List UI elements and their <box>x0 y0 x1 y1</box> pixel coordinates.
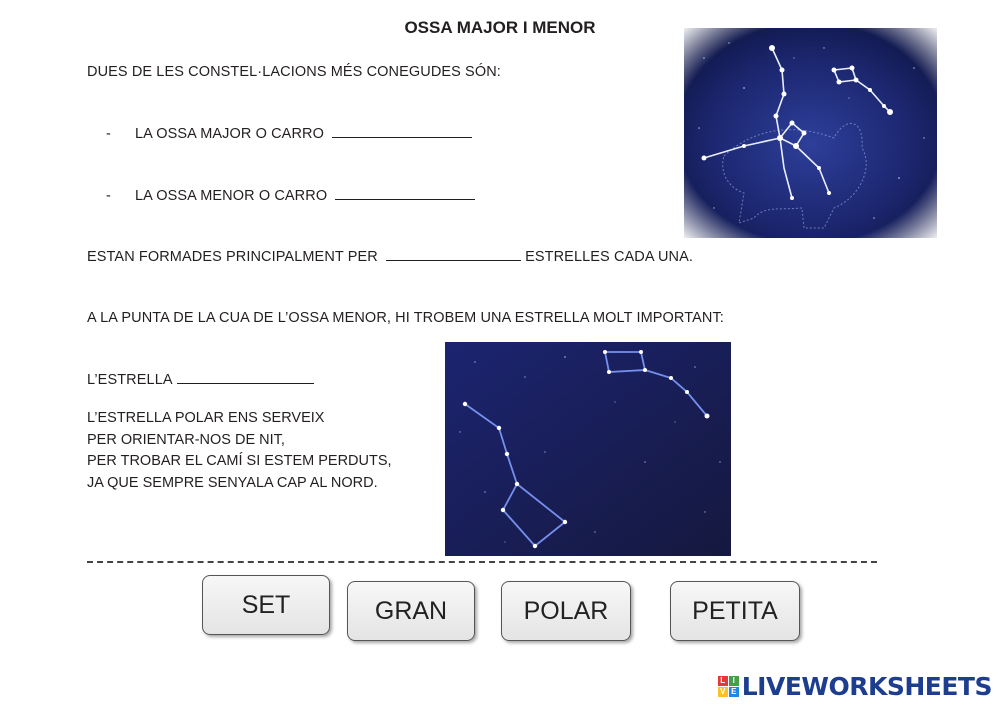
paragraph-line: L’ESTRELLA POLAR ENS SERVEIX <box>87 410 325 426</box>
stars-line-after: ESTRELLES CADA UNA. <box>525 249 694 265</box>
bullet-text: LA OSSA MAJOR O CARRO <box>134 126 324 142</box>
page-title: OSSA MAJOR I MENOR <box>404 18 596 37</box>
bullet-ossa-major <box>106 125 472 142</box>
answer-blank-ossa-menor[interactable] <box>335 187 475 200</box>
liveworksheets-logo <box>718 672 992 701</box>
bullet-ossa-menor <box>106 187 475 204</box>
stars-line-before: ESTAN FORMADES PRINCIPALMENT PER <box>87 249 378 265</box>
star-name-prompt: L’ESTRELLA <box>87 372 173 388</box>
word-tile-petita[interactable]: PETITA <box>670 581 800 641</box>
bullet-dash: - <box>106 126 111 142</box>
logo-letter: I <box>729 676 739 686</box>
logo-letter: L <box>718 676 728 686</box>
constellation-illustration <box>684 28 937 238</box>
bullet-text: LA OSSA MENOR O CARRO <box>134 188 328 204</box>
bullet-dash: - <box>106 188 111 204</box>
tail-star-text: A LA PUNTA DE LA CUA DE L’OSSA MENOR, HI TROBEM UNA ESTRELLA MOLT IMPORTANT: <box>87 310 724 326</box>
star-name-line <box>87 371 314 388</box>
dashed-divider <box>87 561 877 563</box>
logo-letter: V <box>718 687 728 697</box>
answer-blank-stars[interactable] <box>386 248 521 261</box>
intro-text: DUES DE LES CONSTEL·LACIONS MÉS CONEGUDES SÓN: <box>87 64 501 80</box>
answer-blank-ossa-major[interactable] <box>332 125 472 138</box>
word-tile-set[interactable]: SET <box>202 575 330 635</box>
night-sky-photo <box>445 342 731 556</box>
polar-paragraph <box>87 408 392 494</box>
paragraph-line: PER ORIENTAR-NOS DE NIT, <box>87 431 285 448</box>
logo-text: LIVEWORKSHEETS <box>741 672 992 701</box>
stars-count-line <box>87 248 693 265</box>
logo-icon <box>718 676 739 697</box>
answer-blank-star-name[interactable] <box>177 371 314 384</box>
logo-letter: E <box>729 687 739 697</box>
word-tile-polar[interactable]: POLAR <box>501 581 631 641</box>
paragraph-line: JA QUE SEMPRE SENYALA CAP AL NORD. <box>87 474 378 491</box>
word-tile-gran[interactable]: GRAN <box>347 581 475 641</box>
paragraph-line: PER TROBAR EL CAMÍ SI ESTEM PERDUTS, <box>87 453 392 469</box>
